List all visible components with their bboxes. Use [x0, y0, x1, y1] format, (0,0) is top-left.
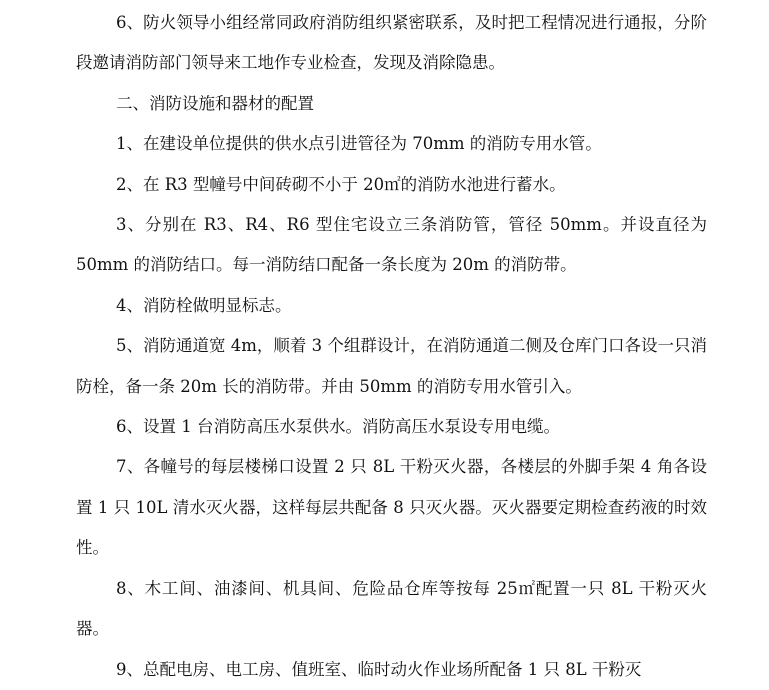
section-heading-fire-equipment: 二、消防设施和器材的配置 [116, 93, 314, 113]
paragraph-item-2: 2、在 R3 型幢号中间砖砌不小于 20㎡的消防水池进行蓄水。 [116, 174, 566, 194]
paragraph-item-3: 3、分别在 R3、R4、R6 型住宅设立三条消防管，管径 50mm。并设直径为 50mm 的消防结口。每一消防结口配备一条长度为 20m 的消防带。 [76, 215, 707, 275]
paragraph-item-6: 6、设置 1 台消防高压水泵供水。消防高压水泵设专用电缆。 [116, 417, 560, 437]
paragraph-item-9: 9、总配电房、电工房、值班室、临时动火作业场所配备 1 只 8L 干粉灭 [116, 659, 642, 679]
paragraph-liaison: 6、防火领导小组经常同政府消防组织紧密联系，及时把工程情况进行通报，分阶段邀请消防部门领导来工地作专业检查，发现及消除隐患。 [76, 13, 707, 73]
paragraph-item-4: 4、消防栓做明显标志。 [116, 295, 292, 315]
paragraph-item-1: 1、在建设单位提供的供水点引进管径为 70mm 的消防专用水管。 [116, 134, 602, 154]
paragraph-item-7: 7、各幢号的每层楼梯口设置 2 只 8L 干粉灭火器，各楼层的外脚手架 4 角各设置 1 只 10L 清水灭火器，这样每层共配备 8 只灭火器。灭火器要定期检查药液的时效性。 [76, 457, 707, 558]
paragraph-item-5: 5、消防通道宽 4m，顺着 3 个组群设计，在消防通道二侧及仓库门口各设一只消防栓，备一条 20m 长的消防带。并由 50mm 的消防专用水管引入。 [76, 336, 707, 396]
paragraph-item-8: 8、木工间、油漆间、机具间、危险品仓库等按每 25㎡配置一只 8L 干粉灭火器。 [76, 578, 707, 639]
